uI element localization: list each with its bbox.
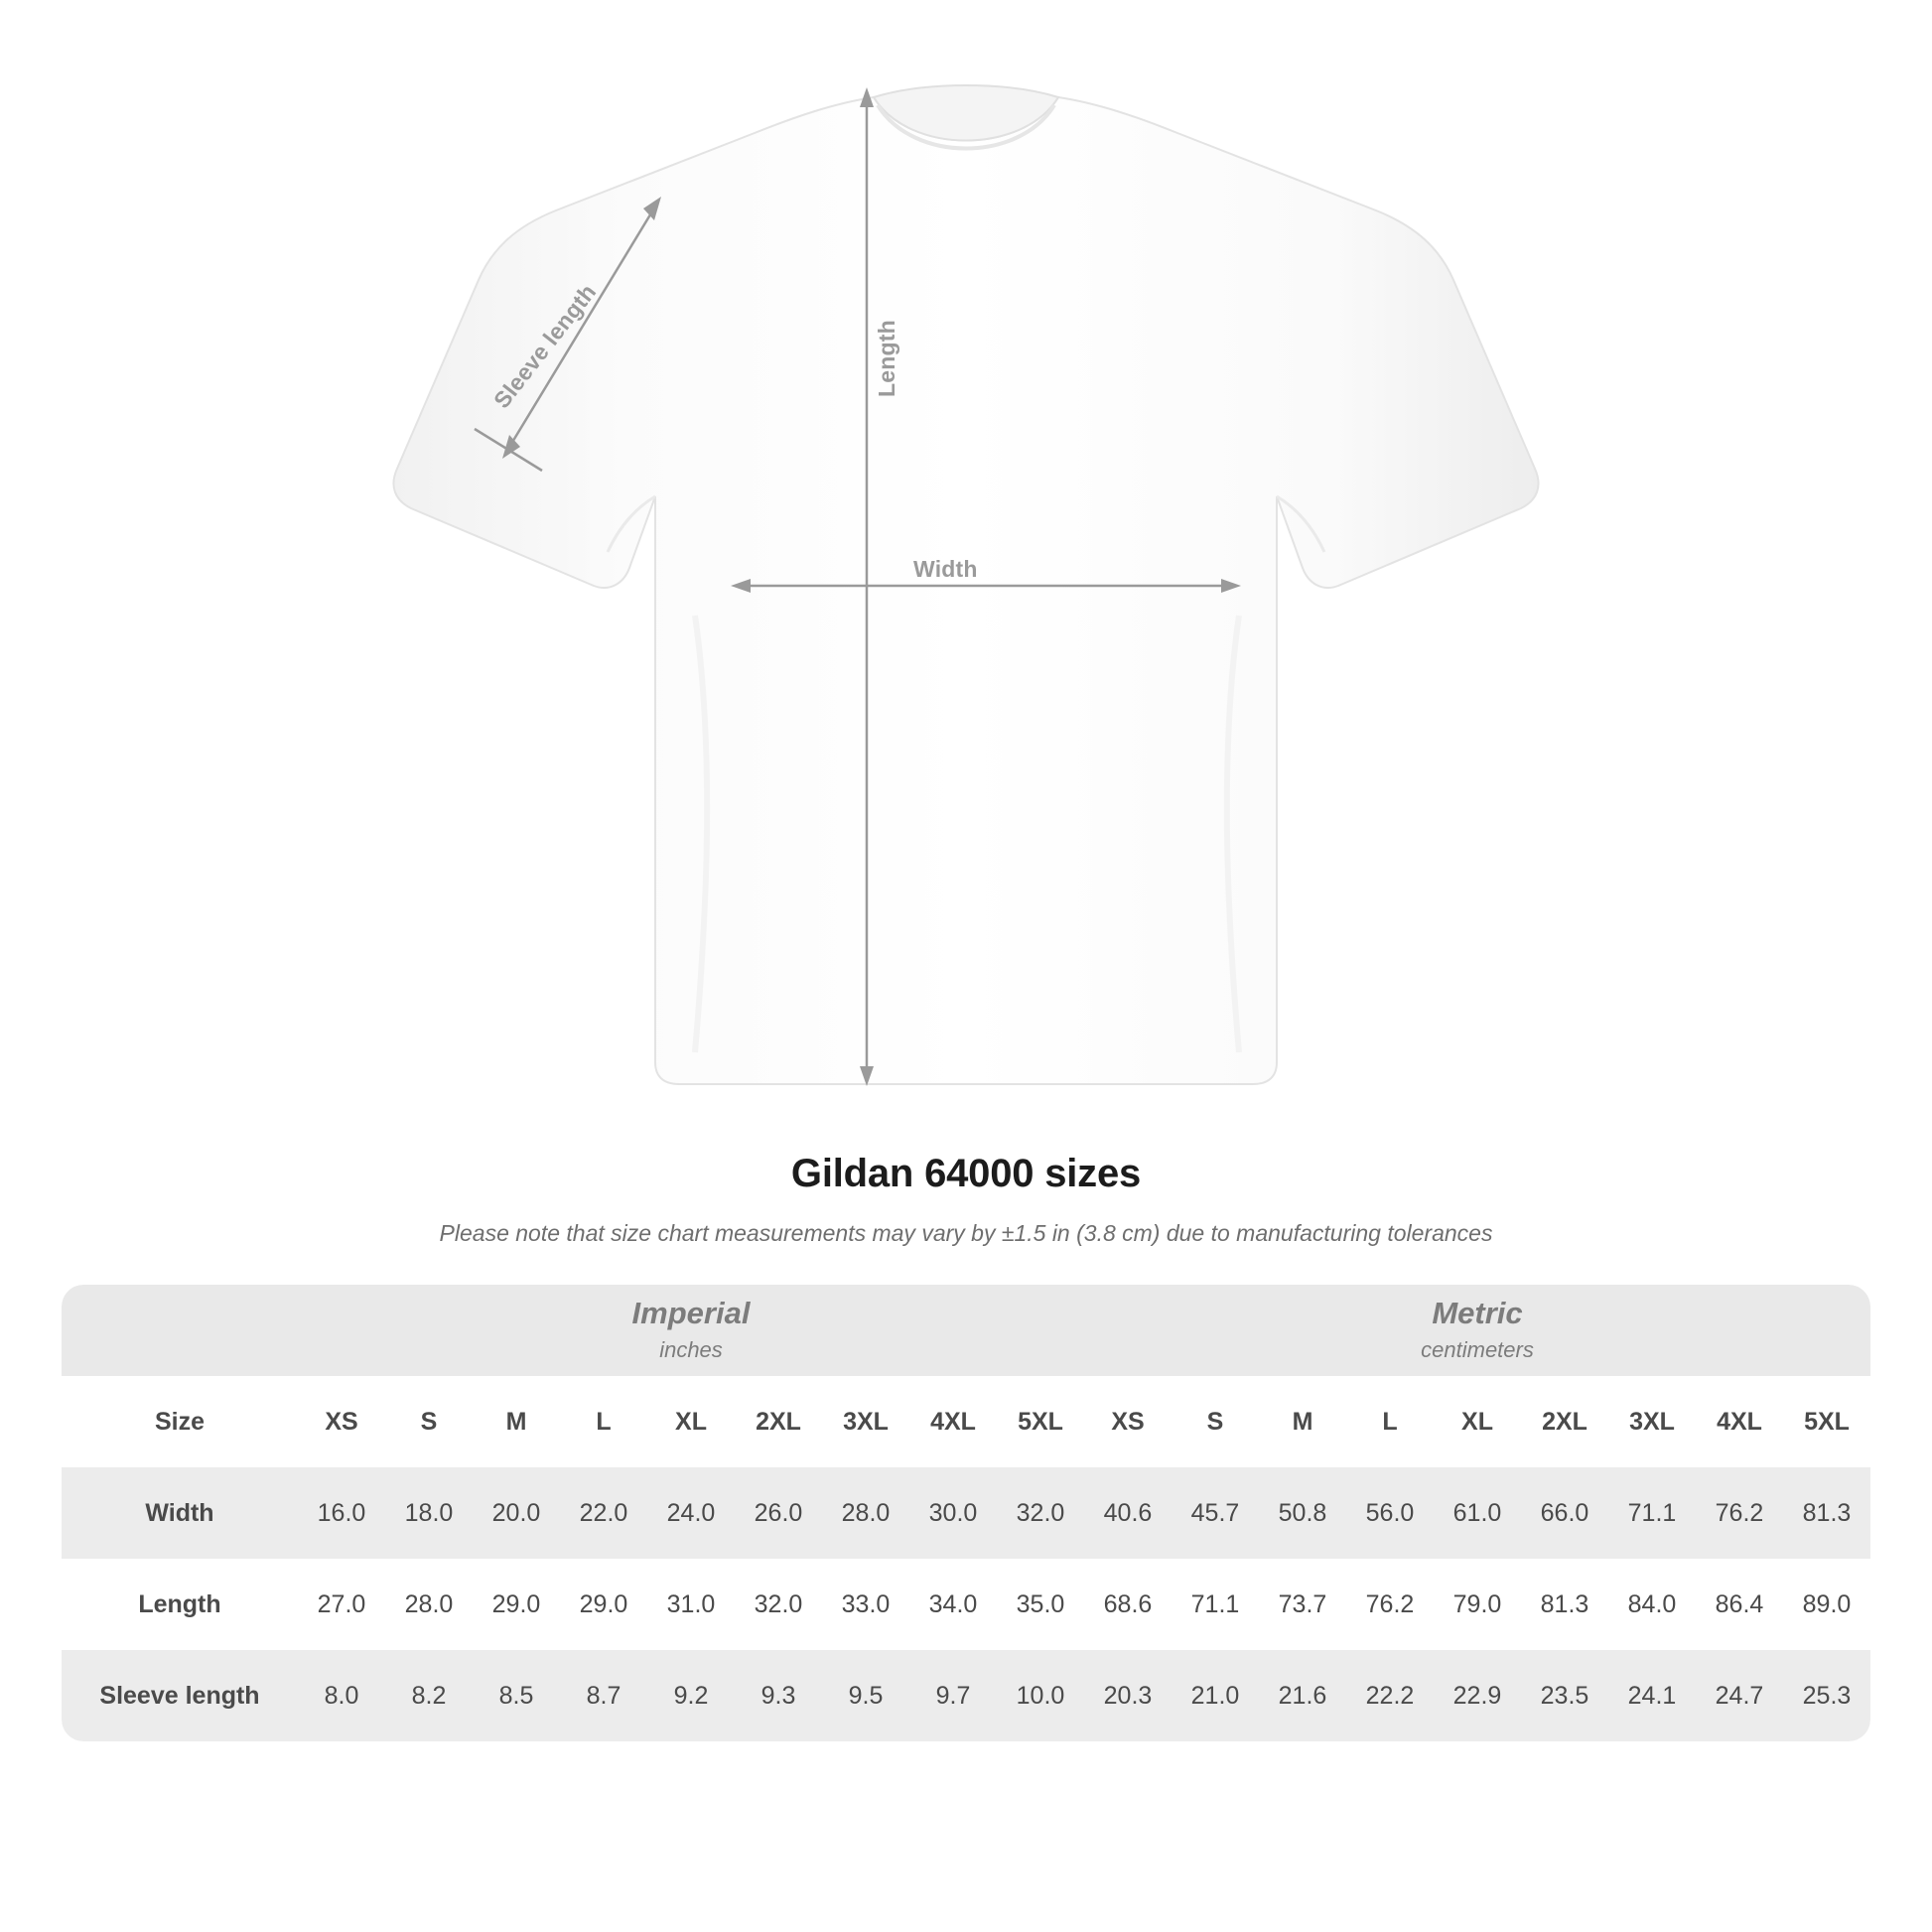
measurement-cell: 29.0 xyxy=(473,1559,560,1650)
size-header-cell: 4XL xyxy=(1696,1376,1783,1467)
measurement-cell: 21.6 xyxy=(1259,1650,1346,1741)
measurement-cell: 34.0 xyxy=(909,1559,997,1650)
measurement-cell: 71.1 xyxy=(1608,1467,1696,1559)
measurement-cell: 40.6 xyxy=(1084,1467,1172,1559)
measurement-cell: 86.4 xyxy=(1696,1559,1783,1650)
measurement-cell: 81.3 xyxy=(1521,1559,1608,1650)
measurement-cell: 89.0 xyxy=(1783,1559,1870,1650)
title-block xyxy=(0,1152,1932,1247)
measurement-cell: 8.0 xyxy=(298,1650,385,1741)
size-header-cell: 3XL xyxy=(1608,1376,1696,1467)
measurement-cell: 79.0 xyxy=(1434,1559,1521,1650)
measurement-cell: 30.0 xyxy=(909,1467,997,1559)
measurement-cell: 10.0 xyxy=(997,1650,1084,1741)
measurement-cell: 56.0 xyxy=(1346,1467,1434,1559)
row-label: Width xyxy=(62,1467,298,1559)
size-table xyxy=(62,1285,1870,1741)
size-header-cell: XL xyxy=(1434,1376,1521,1467)
size-header-label: Size xyxy=(62,1376,298,1467)
measurement-cell: 33.0 xyxy=(822,1559,909,1650)
row-label: Sleeve length xyxy=(62,1650,298,1741)
measurement-cell: 84.0 xyxy=(1608,1559,1696,1650)
unit-group-row xyxy=(62,1285,1870,1376)
measurement-cell: 29.0 xyxy=(560,1559,647,1650)
measurement-cell: 18.0 xyxy=(385,1467,473,1559)
measurement-cell: 9.3 xyxy=(735,1650,822,1741)
sleeve-length-label: Sleeve length xyxy=(488,279,602,414)
measurement-cell: 20.3 xyxy=(1084,1650,1172,1741)
measurement-cell: 24.1 xyxy=(1608,1650,1696,1741)
size-header-cell: S xyxy=(1172,1376,1259,1467)
measurement-cell: 66.0 xyxy=(1521,1467,1608,1559)
measurement-cell: 22.0 xyxy=(560,1467,647,1559)
measurement-cell: 9.7 xyxy=(909,1650,997,1741)
size-header-cell: M xyxy=(1259,1376,1346,1467)
measurement-cell: 50.8 xyxy=(1259,1467,1346,1559)
tshirt-graphic xyxy=(0,60,1932,1112)
unit-group-sub: inches xyxy=(659,1336,723,1362)
size-header-cell: XS xyxy=(1084,1376,1172,1467)
measurement-cell: 71.1 xyxy=(1172,1559,1259,1650)
measurement-cell: 28.0 xyxy=(385,1559,473,1650)
measurement-cell: 22.9 xyxy=(1434,1650,1521,1741)
measurement-cell: 24.7 xyxy=(1696,1650,1783,1741)
measurement-cell: 9.2 xyxy=(647,1650,735,1741)
tolerance-note: Please note that size chart measurements may vary by ±1.5 in (3.8 cm) due to manufacturing tolerances xyxy=(439,1220,1493,1246)
measurement-cell: 8.5 xyxy=(473,1650,560,1741)
measurement-cell: 76.2 xyxy=(1696,1467,1783,1559)
table-row xyxy=(62,1650,1870,1741)
size-header-cell: 4XL xyxy=(909,1376,997,1467)
unit-group-sub: centimeters xyxy=(1421,1336,1534,1362)
size-header-cell: 5XL xyxy=(997,1376,1084,1467)
size-header-cell: 3XL xyxy=(822,1376,909,1467)
measurement-cell: 76.2 xyxy=(1346,1559,1434,1650)
measurement-cell: 73.7 xyxy=(1259,1559,1346,1650)
measurement-cell: 61.0 xyxy=(1434,1467,1521,1559)
unit-group-name: Imperial xyxy=(631,1296,751,1331)
measurement-cell: 21.0 xyxy=(1172,1650,1259,1741)
measurement-cell: 35.0 xyxy=(997,1559,1084,1650)
size-header-cell: XL xyxy=(647,1376,735,1467)
size-table-wrap xyxy=(62,1285,1870,1741)
measurement-cell: 27.0 xyxy=(298,1559,385,1650)
table-row xyxy=(62,1467,1870,1559)
size-header-cell: 5XL xyxy=(1783,1376,1870,1467)
measurement-cell: 32.0 xyxy=(735,1559,822,1650)
measurement-cell: 20.0 xyxy=(473,1467,560,1559)
unit-group-metric xyxy=(1084,1285,1870,1376)
measurement-cell: 28.0 xyxy=(822,1467,909,1559)
measurement-cell: 16.0 xyxy=(298,1467,385,1559)
measurement-cell: 26.0 xyxy=(735,1467,822,1559)
measurement-cell: 81.3 xyxy=(1783,1467,1870,1559)
measurement-cell: 24.0 xyxy=(647,1467,735,1559)
size-header-cell: XS xyxy=(298,1376,385,1467)
width-label: Width xyxy=(913,556,978,582)
measurement-cell: 22.2 xyxy=(1346,1650,1434,1741)
measurement-cell: 8.7 xyxy=(560,1650,647,1741)
row-label: Length xyxy=(62,1559,298,1650)
measurement-cell: 32.0 xyxy=(997,1467,1084,1559)
size-header-cell: L xyxy=(560,1376,647,1467)
size-header-cell: 2XL xyxy=(735,1376,822,1467)
measurement-cell: 25.3 xyxy=(1783,1650,1870,1741)
length-label: Length xyxy=(874,320,899,397)
page-title: Gildan 64000 sizes xyxy=(790,1152,1142,1195)
unit-group-name: Metric xyxy=(1432,1296,1523,1331)
measurement-cell: 8.2 xyxy=(385,1650,473,1741)
size-header-cell: M xyxy=(473,1376,560,1467)
unit-row-spacer xyxy=(62,1285,298,1376)
size-header-cell: S xyxy=(385,1376,473,1467)
unit-group-imperial xyxy=(298,1285,1084,1376)
table-row xyxy=(62,1559,1870,1650)
measurement-cell: 68.6 xyxy=(1084,1559,1172,1650)
measurement-cell: 9.5 xyxy=(822,1650,909,1741)
measurement-cell: 31.0 xyxy=(647,1559,735,1650)
measurement-cell: 23.5 xyxy=(1521,1650,1608,1741)
size-header-cell: L xyxy=(1346,1376,1434,1467)
size-header-row xyxy=(62,1376,1870,1467)
size-header-cell: 2XL xyxy=(1521,1376,1608,1467)
measurement-cell: 45.7 xyxy=(1172,1467,1259,1559)
